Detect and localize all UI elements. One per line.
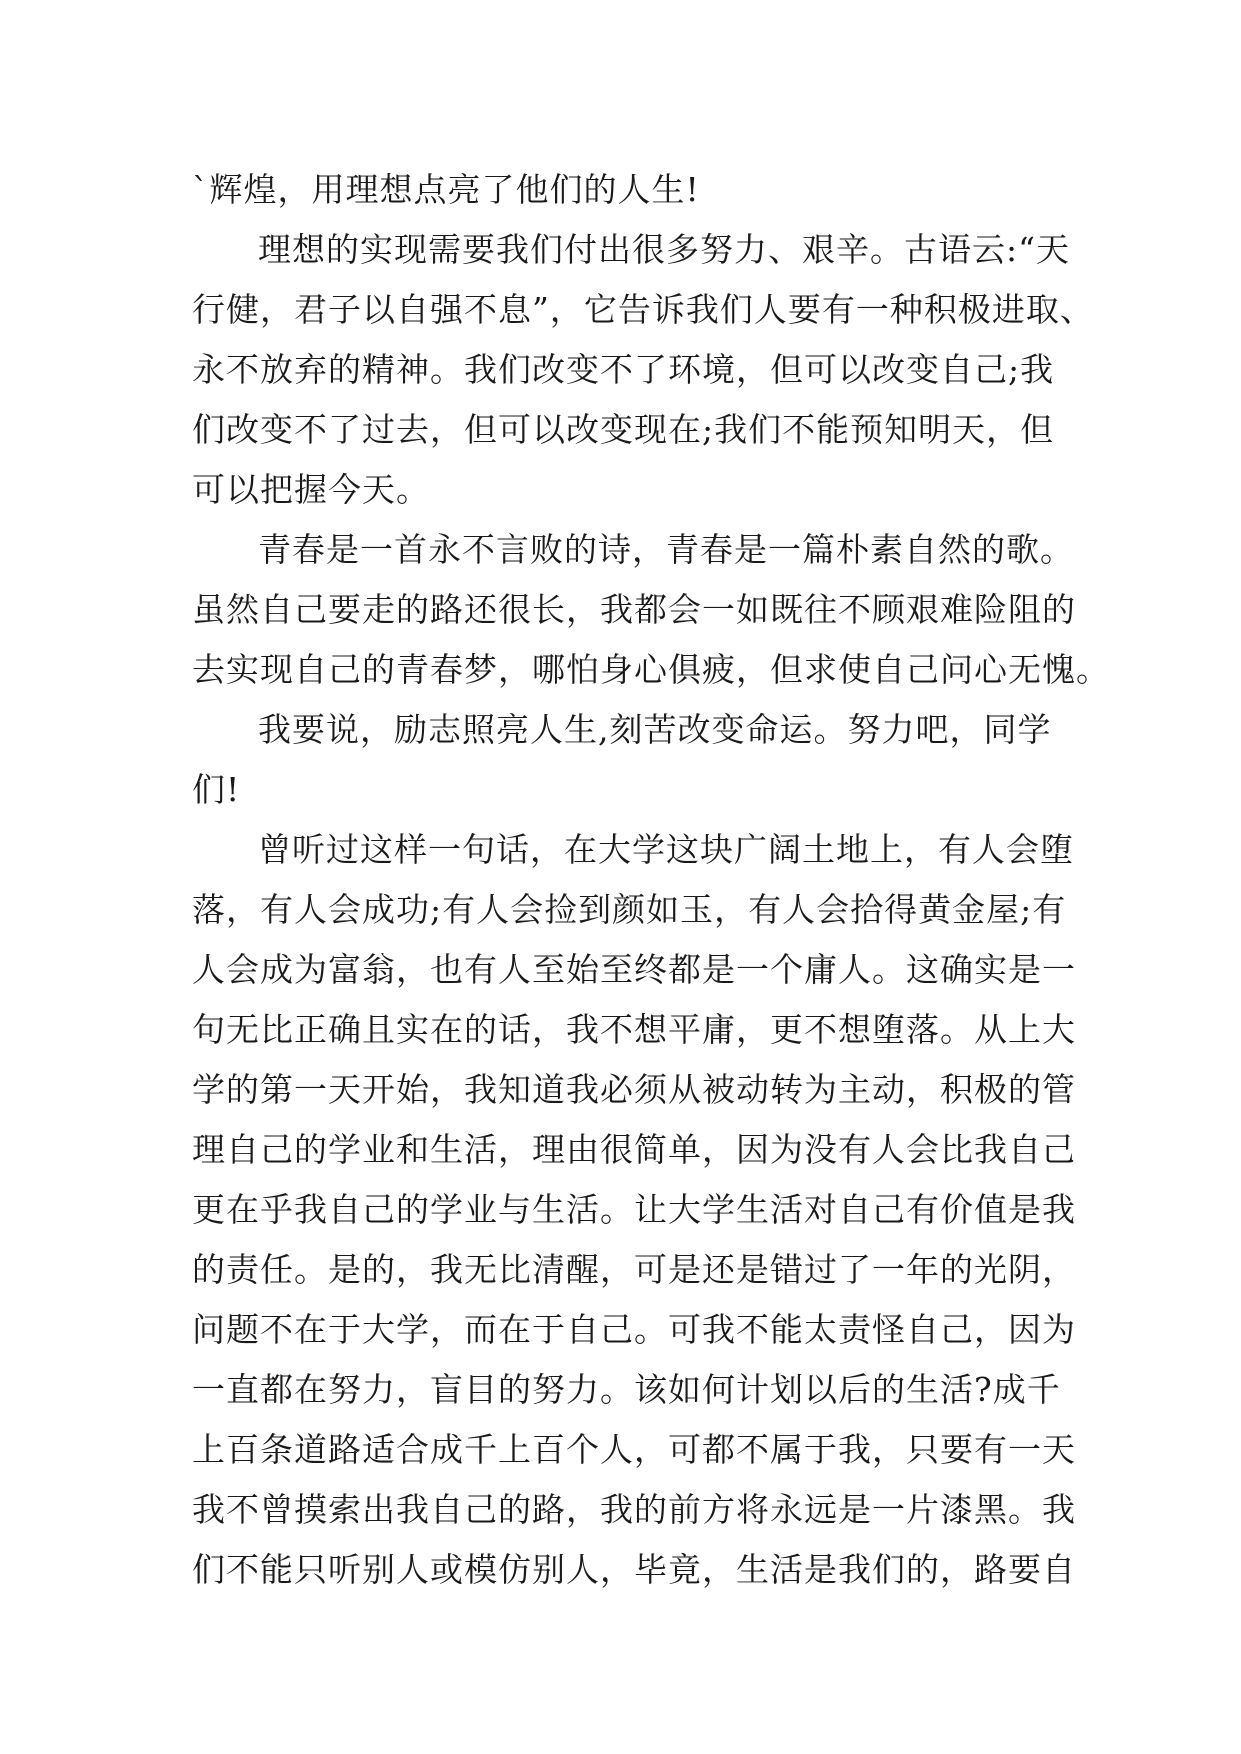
text-line: 我不曾摸索出我自己的路，我的前方将永远是一片漆黑。我 xyxy=(192,1490,1076,1529)
text-line: 们不能只听别人或模仿别人，毕竟，生活是我们的，路要自 xyxy=(192,1550,1076,1589)
text-line: 我要说，励志照亮人生,刻苦改变命运。努力吧，同学 xyxy=(258,710,1052,749)
text-line: 问题不在于大学，而在于自己。可我不能太责怪自己，因为 xyxy=(192,1310,1076,1349)
text-line: 理想的实现需要我们付出很多努力、艰辛。古语云:“天 xyxy=(258,230,1070,269)
body-text xyxy=(192,160,1110,1600)
text-line: 永不放弃的精神。我们改变不了环境，但可以改变自己;我 xyxy=(192,350,1055,389)
text-line: `辉煌，用理想点亮了他们的人生! xyxy=(192,170,700,209)
text-line: 人会成为富翁，也有人至始至终都是一个庸人。这确实是一 xyxy=(192,950,1076,989)
text-line: 理自己的学业和生活，理由很简单，因为没有人会比我自己 xyxy=(192,1130,1076,1169)
text-line: 的责任。是的，我无比清醒，可是还是错过了一年的光阴， xyxy=(192,1250,1076,1289)
text-line: 们! xyxy=(192,770,241,809)
text-line: 虽然自己要走的路还很长，我都会一如既往不顾艰难险阻的 xyxy=(192,590,1076,629)
text-line: 曾听过这样一句话，在大学这块广阔土地上，有人会堕 xyxy=(258,830,1074,869)
text-line: 行健，君子以自强不息”，它告诉我们人要有一种积极进取、 xyxy=(192,290,1094,329)
text-line: 上百条道路适合成千上百个人，可都不属于我，只要有一天 xyxy=(192,1430,1076,1469)
text-line: 青春是一首永不言败的诗，青春是一篇朴素自然的歌。 xyxy=(258,530,1074,569)
text-line: 学的第一天开始，我知道我必须从被动转为主动，积极的管 xyxy=(192,1070,1076,1109)
text-line: 一直都在努力，盲目的努力。该如何计划以后的生活?成千 xyxy=(192,1370,1061,1409)
text-line: 更在乎我自己的学业与生活。让大学生活对自己有价值是我 xyxy=(192,1190,1076,1229)
text-line: 可以把握今天。 xyxy=(192,470,430,509)
text-line: 们改变不了过去，但可以改变现在;我们不能预知明天，但 xyxy=(192,410,1055,449)
text-line: 句无比正确且实在的话，我不想平庸，更不想堕落。从上大 xyxy=(192,1010,1076,1049)
text-line: 落，有人会成功;有人会捡到颜如玉，有人会拾得黄金屋;有 xyxy=(192,890,1067,929)
text-line: 去实现自己的青春梦，哪怕身心俱疲，但求使自己问心无愧。 xyxy=(192,650,1110,689)
